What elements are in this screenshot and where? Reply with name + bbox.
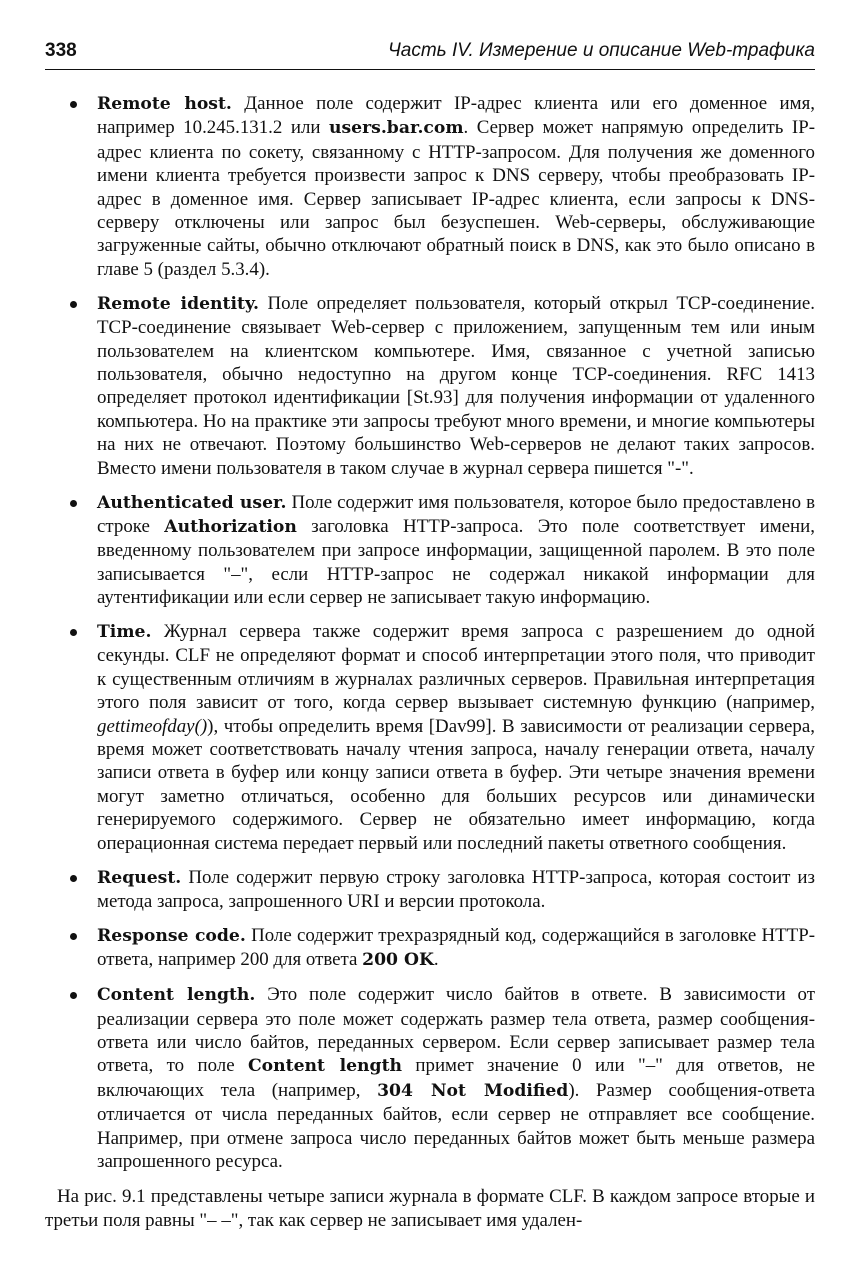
keyword: Authorization xyxy=(164,516,297,537)
item-text: ). Размер сообщения-ответа отличается от числа переданных байтов, если сервер не отправляет все сообщение. Например, при отмене запроса число переданных байтов может быть меньше размера запрошенного ресурса. xyxy=(97,1079,815,1173)
bullet-time xyxy=(45,620,815,855)
item-text: Поле содержит трехразрядный код, содержащийся в заголовке HTTP-ответа, например 200 для ответа xyxy=(97,924,815,971)
bullet-dot-icon xyxy=(70,301,77,308)
bullet-remote-host xyxy=(45,92,815,281)
page-number: 338 xyxy=(45,40,77,61)
page-header xyxy=(45,40,815,68)
term-label: Response code. xyxy=(97,925,246,946)
item-text: Поле содержит имя пользователя, которое было предоставлено в строке xyxy=(97,491,815,537)
term-label: Remote identity. xyxy=(97,293,259,314)
keyword: 200 OK xyxy=(362,950,434,971)
item-text: примет значение 0 или "–" для ответов, не включающих тела (например, xyxy=(97,1055,815,1101)
bullet-dot-icon xyxy=(70,101,77,108)
header-rule xyxy=(45,69,815,70)
bullet-response-code xyxy=(45,924,815,973)
bullet-authenticated-user xyxy=(45,491,815,610)
item-text: ), чтобы определить время [Dav99]. В зависимости от реализации сервера, время может соответствовать началу чтения запроса, началу генерации ответа, началу записи ответа в буфер или концу записи ответа в буфер. Эти четыре значения времени могут заметно отличаться, особенно для больших ресурсов или динамически генерируемого содержимого. Сервер не обязательно имеет информацию, когда операционная система передает первый или последний пакеты ответного сообщения. xyxy=(97,715,815,854)
item-text: Журнал сервера также содержит время запроса с разрешением до одной секунды. CLF не определяют формат и способ интерпретации этого поля, что приводит к существенным отличиям в журналах различных серверов. Правильная интерпретация этого поля зависит от того, когда сервер вызывает системную функцию (например, xyxy=(97,621,815,714)
term-label: Request. xyxy=(97,867,182,888)
keyword: users.bar.com xyxy=(328,118,464,139)
item-text: Поле содержит первую строку заголовка HTTP-запроса, которая состоит из метода запроса, запрошенного URI и версии протокола. xyxy=(97,866,815,912)
bullet-dot-icon xyxy=(70,992,77,999)
term-label: Authenticated user. xyxy=(97,492,287,513)
item-text: . Сервер может напрямую определить IP-адрес клиента по сокету, связанному с HTTP-запросом. Для получения же доменного имени клиента требуется произвести запрос к DNS серверу, чтобы преобразовать IP-адрес в доменное имя. Сервер записывает IP-адрес клиента, если запросы к DNS-серверу отключены или запрос был безуспешен. Web-серверы, обслуживающие загруженные сайты, обычно отключают обратный поиск в DNS, как это было описано в главе 5 (раздел 5.3.4). xyxy=(97,117,815,280)
bullet-dot-icon xyxy=(70,933,77,940)
item-text: Это поле содержит число байтов в ответе. В зависимости от реализации сервера это поле может содержать размер тела ответа, размер сообщения-ответа или число байтов, переданных сервером. Если сервер записывает размер тела ответа, то поле xyxy=(97,984,815,1077)
bullet-content-length xyxy=(45,983,815,1173)
item-text: Поле определяет пользователя, который открыл TCP-соединение. TCP-соединение связывает Web-сервер с приложением, запущенным тем или иным пользователем на клиентском компьютере. Имя, связанное с учетной записью пользователя, обычно недоступно на другом конце TCP-соединения. RFC 1413 определяет протокол идентификации [St.93] для получения информации от удаленного компьютера. Но на практике эти запросы требуют много времени, и многие компьютеры на них не отвечают. Поэтому большинство Web-серверов не делают таких запросов. Вместо имени пользователя в таком случае в журнал сервера пишется "-". xyxy=(97,292,815,479)
item-text: заголовка HTTP-запроса. Это поле соответствует имени, введенному пользователем при запросе информации, защищенной паролем. В это поле записывается "–", если HTTP-запрос не содержал никакой информации для аутентификации или если сервер не записывает такую информацию. xyxy=(97,515,815,609)
closing-paragraph: На рис. 9.1 представлены четыре записи журнала в формате CLF. В каждом запросе вторые и третьи поля равны "– –", так как сервер не записывает имя удален- xyxy=(45,1186,815,1231)
term-label: Remote host. xyxy=(97,94,232,114)
running-title: Часть IV. Измерение и описание Web-трафика xyxy=(387,40,815,61)
bullet-remote-identity xyxy=(45,292,815,480)
item-text: . xyxy=(433,949,439,971)
keyword: Content length xyxy=(247,1056,402,1077)
term-label: Time. xyxy=(97,622,152,643)
bullet-dot-icon xyxy=(70,629,77,636)
term-label: Content length. xyxy=(97,985,256,1006)
bullet-dot-icon xyxy=(70,500,77,507)
keyword: 304 Not Modified xyxy=(377,1080,569,1101)
page-body xyxy=(45,92,815,1251)
item-text: Данное поле содержит IP-адрес клиента или его доменное имя, например 10.245.131.2 или xyxy=(97,93,815,139)
function-name: gettimeofday() xyxy=(97,715,208,737)
bullet-request xyxy=(45,866,815,914)
bullet-dot-icon xyxy=(70,875,77,882)
